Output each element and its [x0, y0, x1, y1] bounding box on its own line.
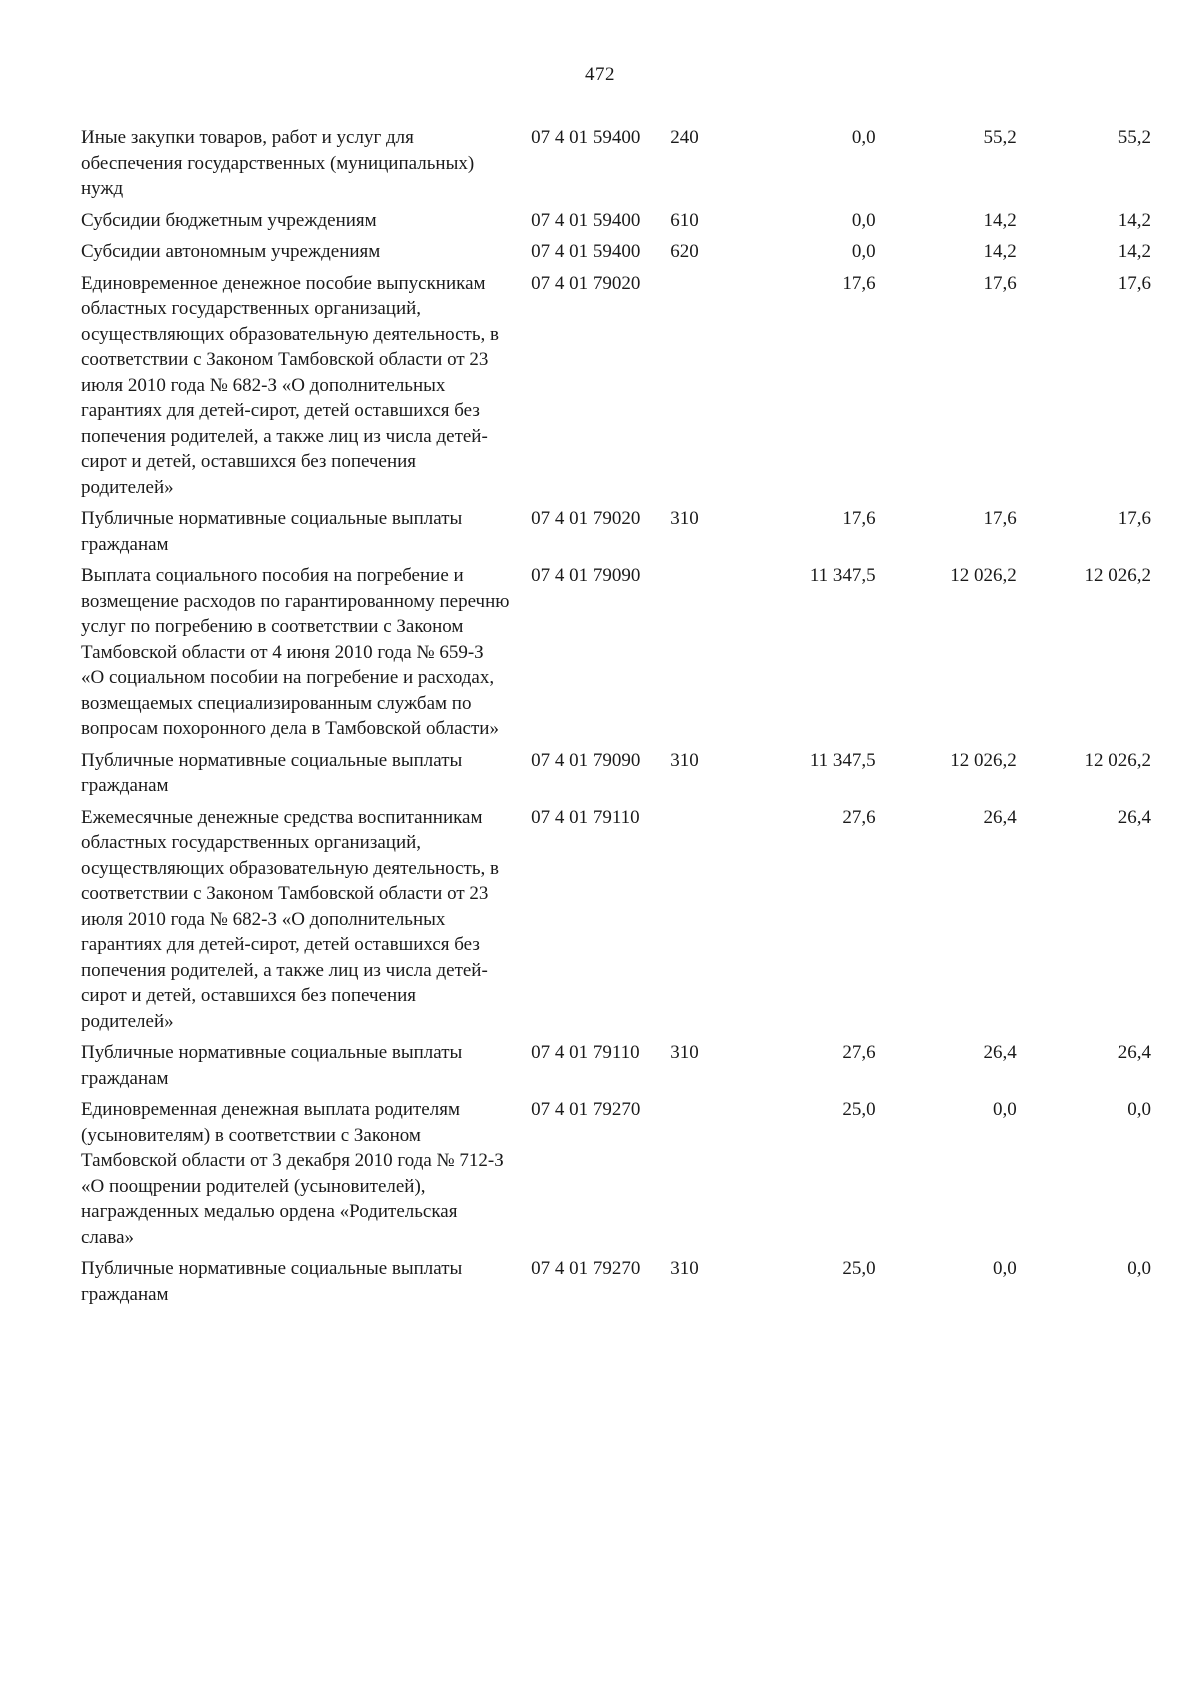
row-target-code: 07 4 01 79020: [531, 508, 641, 529]
row-value-3: 17,6: [1117, 508, 1152, 529]
table-row: [81, 271, 1151, 501]
row-name: Единовременное денежное пособие выпускникам областных государственных организаций, осуществляющих образовательную деятельность, в соответствии с Законом Тамбовской области от 23 июля 2010 года № 682-З «О дополнительных гарантиях для детей-сирот, детей оставшихся без попечения родителей, а также лиц из числа детей-сирот и детей, оставшихся без попечения родителей»: [81, 272, 499, 498]
row-value-1: 0,0: [851, 127, 876, 148]
row-name: Субсидии автономным учреждениям: [81, 241, 381, 262]
row-value-3: 12 026,2: [1084, 565, 1152, 586]
row-value-1: 0,0: [851, 241, 876, 262]
row-target-code: 07 4 01 79270: [531, 1099, 641, 1120]
row-name: Субсидии бюджетным учреждениям: [81, 209, 377, 231]
table-row: [81, 748, 1151, 799]
table-row: [81, 125, 1151, 202]
row-target-code: 07 4 01 59400: [531, 127, 641, 148]
row-value-2: 12 026,2: [950, 749, 1017, 771]
row-name: Выплата социального пособия на погребение и возмещение расходов по гарантированному перечню услуг по погребению в соответствии с Законом Тамбовской области от 4 июня 2010 года № 659-З «О социальном пособии на погребение и расходах, возмещаемых специализированным службам по вопросам похоронного дела в Тамбовской области»: [81, 565, 510, 739]
table-row: [81, 239, 1151, 265]
budget-table: [81, 125, 1151, 1313]
row-value-2: 0,0: [992, 1258, 1017, 1279]
row-name: Публичные нормативные социальные выплаты гражданам: [81, 508, 463, 555]
row-value-2: 12 026,2: [950, 565, 1017, 586]
row-target-code: 07 4 01 79090: [531, 749, 641, 771]
row-expense-type: 240: [670, 127, 699, 148]
row-name: Иные закупки товаров, работ и услуг для обеспечения государственных (муниципальных) нужд: [81, 127, 475, 199]
row-value-3: 14,2: [1117, 209, 1152, 231]
row-expense-type: 610: [670, 209, 699, 231]
row-target-code: 07 4 01 79270: [531, 1258, 641, 1279]
row-target-code: 07 4 01 79110: [531, 1042, 640, 1063]
row-value-2: 0,0: [992, 1099, 1017, 1120]
row-value-3: 0,0: [1127, 1099, 1152, 1120]
row-expense-type: 310: [670, 508, 699, 529]
row-value-2: 14,2: [983, 209, 1017, 231]
row-expense-type: 310: [670, 749, 699, 771]
row-value-2: 17,6: [983, 272, 1017, 294]
table-row: [81, 805, 1151, 1035]
row-value-1: 17,6: [842, 272, 876, 294]
row-value-2: 26,4: [983, 1042, 1017, 1063]
table-row: [81, 1040, 1151, 1091]
row-value-2: 14,2: [983, 241, 1017, 262]
row-value-1: 11 347,5: [809, 749, 876, 771]
row-value-2: 17,6: [983, 508, 1017, 529]
table-row: [81, 1097, 1151, 1250]
row-value-3: 17,6: [1117, 272, 1152, 294]
row-value-1: 25,0: [842, 1258, 876, 1279]
row-value-3: 0,0: [1127, 1258, 1152, 1279]
row-value-3: 12 026,2: [1084, 749, 1152, 771]
table-row: [81, 563, 1151, 742]
row-name: Ежемесячные денежные средства воспитанникам областных государственных организаций, осуществляющих образовательную деятельность, в соответствии с Законом Тамбовской области от 23 июля 2010 года № 682-З «О дополнительных гарантиях для детей-сирот, детей оставшихся без попечения родителей, а также лиц из числа детей-сирот и детей, оставшихся без попечения родителей»: [81, 806, 499, 1032]
table-row: [81, 506, 1151, 557]
row-expense-type: 310: [670, 1042, 699, 1063]
row-value-3: 26,4: [1117, 806, 1152, 828]
row-value-1: 25,0: [842, 1099, 876, 1120]
row-expense-type: 310: [670, 1258, 699, 1279]
row-value-3: 14,2: [1117, 241, 1152, 262]
row-value-3: 55,2: [1117, 127, 1152, 148]
row-value-1: 27,6: [842, 1042, 876, 1063]
row-value-1: 11 347,5: [809, 565, 876, 586]
page-number: 472: [585, 64, 615, 85]
row-target-code: 07 4 01 79110: [531, 806, 640, 828]
row-target-code: 07 4 01 79020: [531, 272, 641, 294]
row-expense-type: 620: [670, 241, 699, 262]
row-value-1: 17,6: [842, 508, 876, 529]
row-value-2: 55,2: [983, 127, 1017, 148]
row-name: Единовременная денежная выплата родителям (усыновителям) в соответствии с Законом Тамбовской области от 3 декабря 2010 года № 712-З «О поощрении родителей (усыновителей), награжденных медалью ордена «Родительская слава»: [81, 1099, 504, 1248]
row-value-2: 26,4: [983, 806, 1017, 828]
row-name: Публичные нормативные социальные выплаты гражданам: [81, 749, 463, 796]
row-target-code: 07 4 01 79090: [531, 565, 641, 586]
table-row: [81, 208, 1151, 234]
row-target-code: 07 4 01 59400: [531, 241, 641, 262]
row-name: Публичные нормативные социальные выплаты гражданам: [81, 1258, 463, 1305]
row-value-3: 26,4: [1117, 1042, 1152, 1063]
row-name: Публичные нормативные социальные выплаты гражданам: [81, 1042, 463, 1089]
row-value-1: 27,6: [842, 806, 876, 828]
row-target-code: 07 4 01 59400: [531, 209, 641, 231]
row-value-1: 0,0: [851, 209, 876, 231]
table-row: [81, 1256, 1151, 1307]
